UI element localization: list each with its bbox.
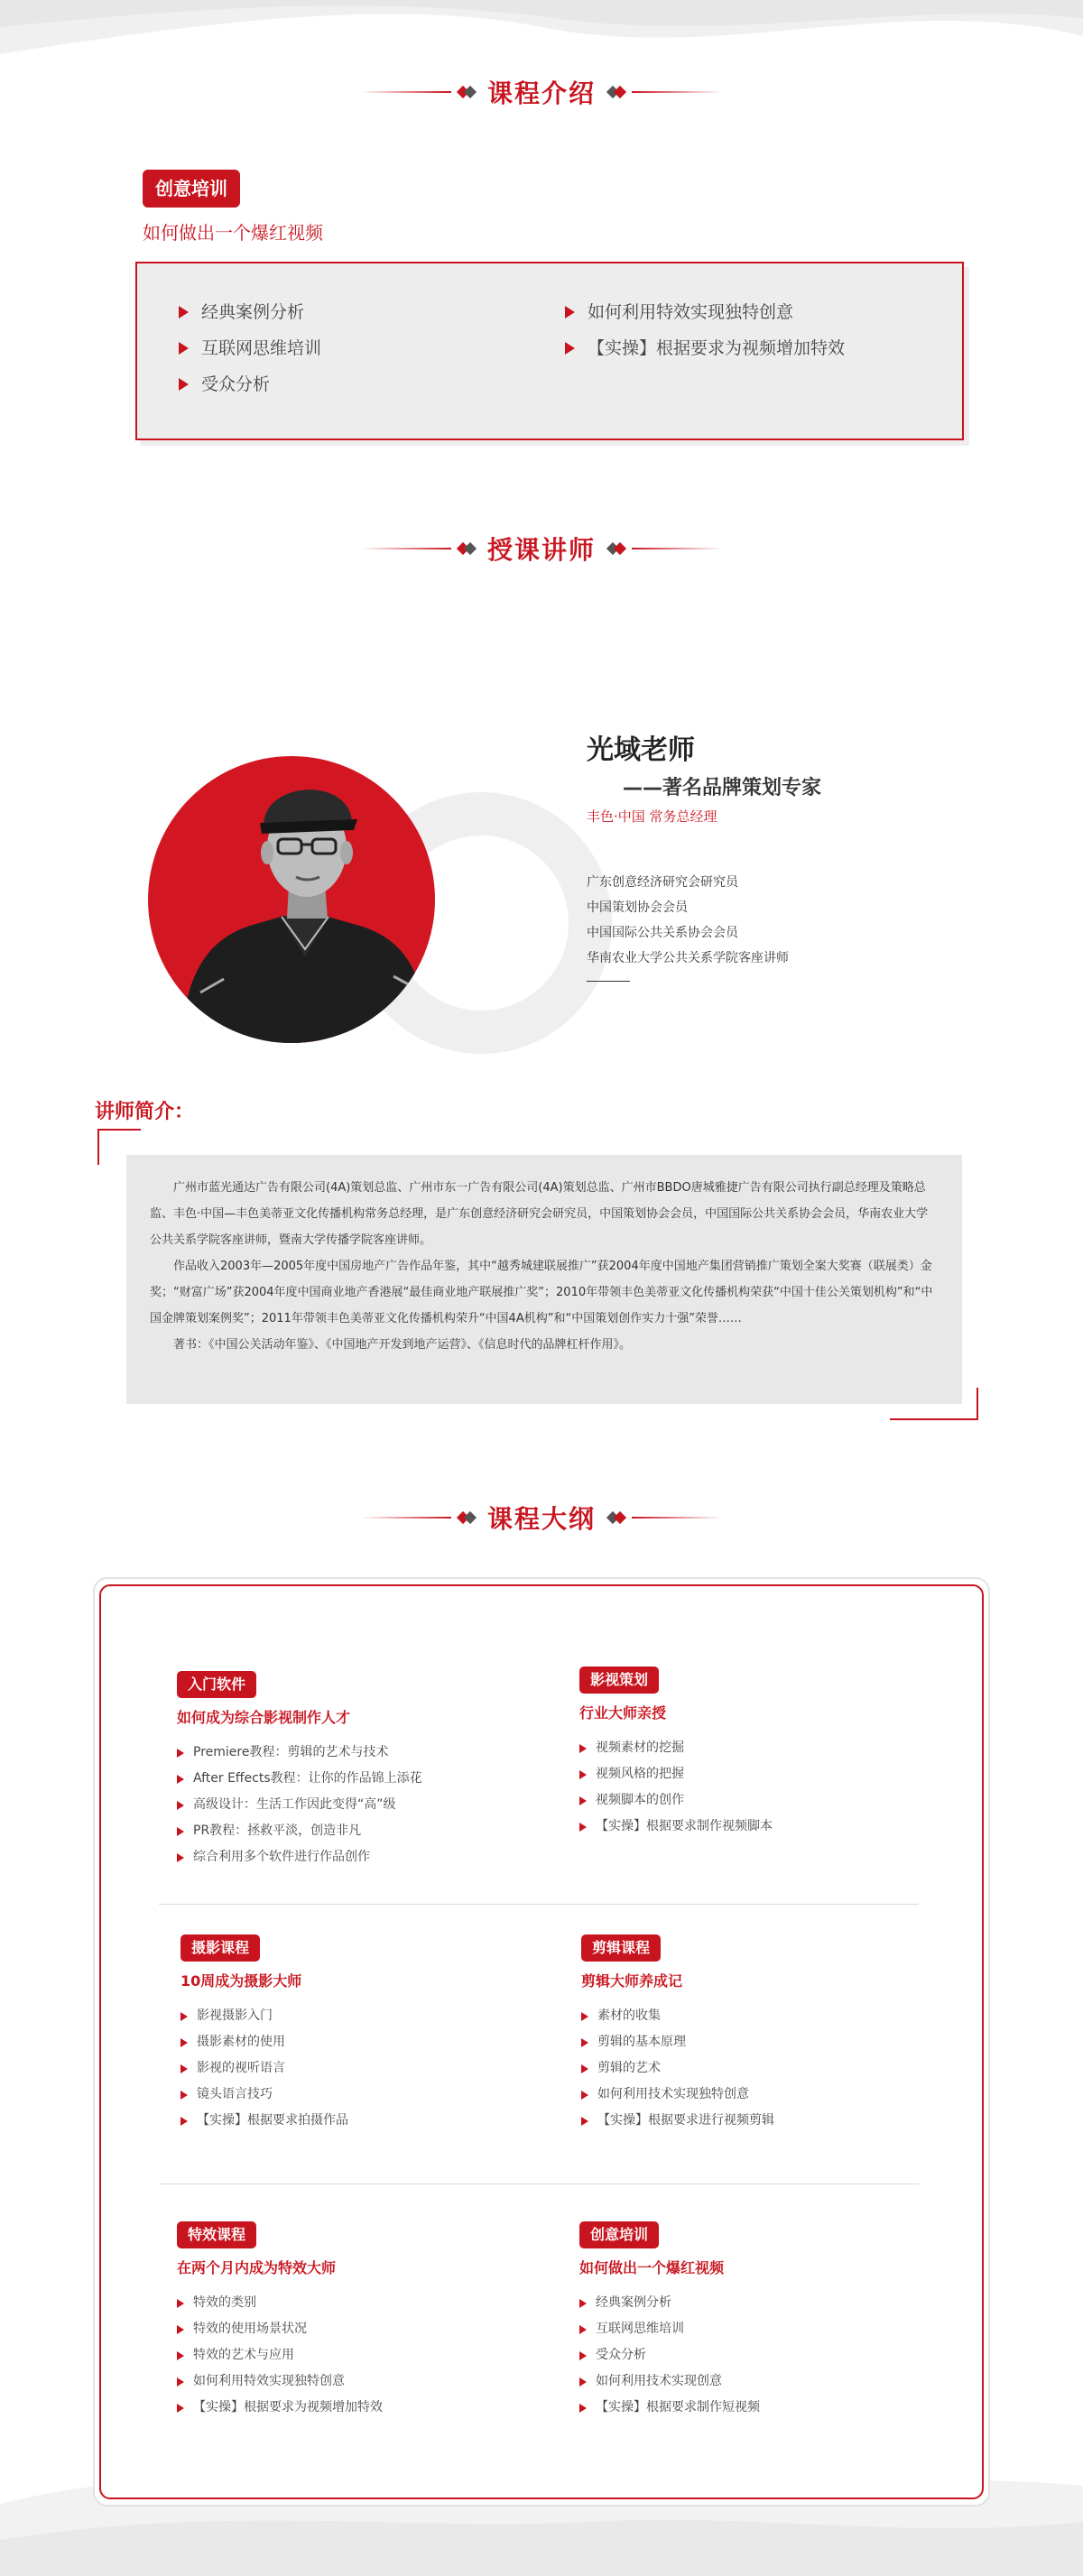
list-item: 经典案例分析 <box>179 294 321 330</box>
course-tag: 入门软件 <box>177 1671 256 1698</box>
list-item: 综合利用多个软件进行作品创作 <box>177 1844 556 1870</box>
course-items <box>180 2003 560 2134</box>
top-wave-decoration <box>0 0 1083 72</box>
arrow-icon <box>177 2377 184 2387</box>
diamond-icon <box>457 1511 477 1524</box>
arrow-icon <box>180 2012 188 2021</box>
list-item: 受众分析 <box>179 366 321 402</box>
list-item: 【实操】根据要求为视频增加特效 <box>565 330 845 366</box>
course-card <box>177 1671 556 1870</box>
list-item: 影视的视听语言 <box>180 2055 560 2082</box>
arrow-icon <box>179 306 189 319</box>
list-item: 受众分析 <box>579 2342 958 2368</box>
diamond-icon <box>606 86 626 98</box>
arrow-icon <box>579 2351 587 2360</box>
list-item: 经典案例分析 <box>579 2290 958 2316</box>
list-item: 【实操】根据要求制作短视频 <box>579 2395 958 2421</box>
arrow-icon <box>177 1775 184 1784</box>
list-item: 如何利用技术实现独特创意 <box>581 2082 960 2108</box>
section-title: 授课讲师 <box>486 535 596 565</box>
arrow-icon <box>581 2038 588 2047</box>
list-item: After Effects教程：让你的作品锦上添花 <box>177 1766 556 1792</box>
list-item: 视频素材的挖掘 <box>579 1735 958 1761</box>
diamond-icon <box>457 542 477 555</box>
teacher-title: ——著名品牌策划专家 <box>623 777 822 799</box>
intro-box <box>135 262 964 440</box>
arrow-icon <box>579 1796 587 1805</box>
arrow-icon <box>180 2117 188 2126</box>
course-card <box>177 2221 556 2421</box>
course-subtitle: 10周成为摄影大师 <box>180 1972 302 1990</box>
arrow-icon <box>177 2325 184 2334</box>
course-subtitle: 行业大师亲授 <box>579 1704 667 1722</box>
arrow-icon <box>177 2351 184 2360</box>
role-item: 中国策划协会会员 <box>587 900 688 915</box>
course-subtitle: 如何做出一个爆红视频 <box>579 2259 725 2276</box>
list-item: 视频风格的把握 <box>579 1761 958 1787</box>
list-item: Premiere教程：剪辑的艺术与技术 <box>177 1740 556 1766</box>
teacher-name: 光域老师 <box>587 734 695 766</box>
list-item: PR教程：拯救平淡，创造非凡 <box>177 1818 556 1844</box>
course-tag: 特效课程 <box>177 2221 256 2248</box>
bio-label: 讲师简介： <box>95 1101 195 1123</box>
arrow-icon <box>565 342 575 355</box>
course-tag: 影视策划 <box>579 1667 659 1694</box>
arrow-icon <box>581 2091 588 2100</box>
arrow-icon <box>581 2064 588 2073</box>
section-title: 课程介绍 <box>486 78 596 108</box>
list-item: 【实操】根据要求制作视频脚本 <box>579 1814 958 1840</box>
arrow-icon <box>177 2299 184 2308</box>
outline-header <box>0 1500 1083 1536</box>
arrow-icon <box>581 2117 588 2126</box>
course-items <box>177 2290 556 2421</box>
intro-subtitle: 如何做出一个爆红视频 <box>143 222 323 244</box>
role-item: 中国国际公共关系协会会员 <box>587 926 738 940</box>
intro-list-right <box>565 294 845 366</box>
diamond-icon <box>606 542 626 555</box>
arrow-icon <box>581 2012 588 2021</box>
course-subtitle: 在两个月内成为特效大师 <box>177 2259 337 2276</box>
list-item: 高级设计：生活工作因此变得“高”级 <box>177 1792 556 1818</box>
bio-paragraph: 著书：《中国公关活动年鉴》、《中国地产开发到地产运营》、《信息时代的品牌杠杆作用》。 <box>173 1338 632 1352</box>
course-card <box>579 1667 958 1840</box>
arrow-icon <box>177 1853 184 1862</box>
course-subtitle: 剪辑大师养成记 <box>581 1972 683 1990</box>
bio-paragraph: 作品收入2003年—2005年度中国房地产广告作品年鉴，其中“越秀城建联展推广”获2004年度中国地产集团营销推广策划全案大奖赛（联展类）金奖；“财富广场”获2004年度中国商业地产香港展“最佳商业地产联展推广奖”；2010年带领丰色美蒂亚文化传播机构荣获“中国十佳公关策划机构”和“中国金牌策划案例奖”；2011年带领丰色美蒂亚文化传播机构荣升“中国4A机构”和“中国策划创作实力十强”荣誉…… <box>150 1260 933 1325</box>
arrow-icon <box>579 2404 587 2413</box>
list-item: 特效的艺术与应用 <box>177 2342 556 2368</box>
bio-paragraph: 广州市蓝光通达广告有限公司(4A)策划总监、广州市东一广告有限公司(4A)策划总监、广州市BBDO唐城雅捷广告有限公司执行副总经理及策略总监、丰色·中国—丰色美蒂亚文化传播机构常务总经理，是广东创意经济研究会研究员，中国策划协会会员，中国国际公共关系协会会员，华南农业大学公共关系学院客座讲师，暨南大学传播学院客座讲师。 <box>150 1181 929 1247</box>
role-item: 广东创意经济研究会研究员 <box>587 875 738 890</box>
teacher-roles <box>587 870 789 971</box>
arrow-icon <box>177 1801 184 1810</box>
list-item: 剪辑的基本原理 <box>581 2029 960 2055</box>
list-item: 【实操】根据要求进行视频剪辑 <box>581 2108 960 2134</box>
list-item: 视频脚本的创作 <box>579 1787 958 1814</box>
arrow-icon <box>179 342 189 355</box>
person-photo <box>144 668 542 1065</box>
course-card <box>581 1934 960 2134</box>
course-card <box>579 2221 958 2421</box>
teacher-portrait <box>144 668 542 1065</box>
course-intro-header <box>0 74 1083 110</box>
course-card <box>180 1934 560 2134</box>
intro-tag: 创意培训 <box>143 170 240 208</box>
arrow-icon <box>579 2325 587 2334</box>
course-items <box>581 2003 960 2134</box>
role-item: 华南农业大学公共关系学院客座讲师 <box>587 951 789 965</box>
intro-list-left <box>179 294 321 402</box>
list-item: 特效的类别 <box>177 2290 556 2316</box>
arrow-icon <box>180 2064 188 2073</box>
bio-box <box>126 1155 962 1404</box>
teacher-header <box>0 531 1083 567</box>
arrow-icon <box>177 2404 184 2413</box>
arrow-icon <box>180 2038 188 2047</box>
list-item: 【实操】根据要求拍摄作品 <box>180 2108 560 2134</box>
course-tag: 剪辑课程 <box>581 1934 661 1962</box>
list-item: 特效的使用场景状况 <box>177 2316 556 2342</box>
row-divider <box>159 1904 919 1905</box>
list-item: 镜头语言技巧 <box>180 2082 560 2108</box>
list-item: 摄影素材的使用 <box>180 2029 560 2055</box>
list-item: 剪辑的艺术 <box>581 2055 960 2082</box>
arrow-icon <box>565 306 575 319</box>
list-item: 如何利用特效实现独特创意 <box>565 294 845 330</box>
arrow-icon <box>579 2299 587 2308</box>
list-item: 【实操】根据要求为视频增加特效 <box>177 2395 556 2421</box>
list-item: 如何利用技术实现创意 <box>579 2368 958 2395</box>
arrow-icon <box>579 1744 587 1753</box>
arrow-icon <box>579 1770 587 1779</box>
diamond-icon <box>457 86 477 98</box>
arrow-icon <box>177 1827 184 1836</box>
divider-line <box>587 981 630 982</box>
list-item: 如何利用特效实现独特创意 <box>177 2368 556 2395</box>
course-subtitle: 如何成为综合影视制作人才 <box>177 1709 351 1726</box>
arrow-icon <box>579 1823 587 1832</box>
course-tag: 创意培训 <box>579 2221 659 2248</box>
course-items <box>579 1735 958 1840</box>
list-item: 影视摄影入门 <box>180 2003 560 2029</box>
arrow-icon <box>579 2377 587 2387</box>
list-item: 互联网思维培训 <box>179 330 321 366</box>
diamond-icon <box>606 1511 626 1524</box>
list-item: 素材的收集 <box>581 2003 960 2029</box>
arrow-icon <box>177 1749 184 1758</box>
course-tag: 摄影课程 <box>180 1934 260 1962</box>
list-item: 互联网思维培训 <box>579 2316 958 2342</box>
teacher-company: 丰色·中国 常务总经理 <box>587 808 717 825</box>
course-items <box>579 2290 958 2421</box>
arrow-icon <box>179 378 189 391</box>
arrow-icon <box>180 2091 188 2100</box>
course-items <box>177 1740 556 1870</box>
section-title: 课程大纲 <box>486 1504 596 1534</box>
